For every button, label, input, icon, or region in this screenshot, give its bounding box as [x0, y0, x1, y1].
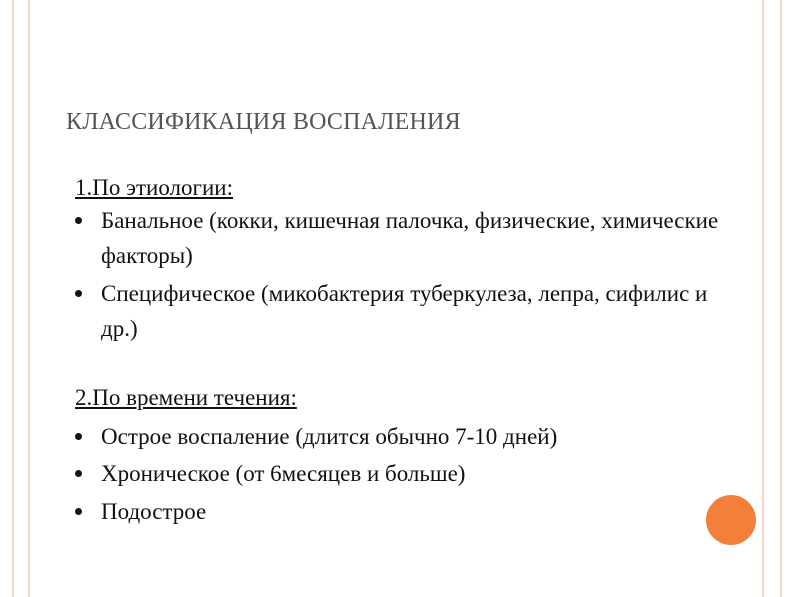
bullet-dot-icon	[75, 290, 82, 297]
section-heading-etiology: 1.По этиологии:	[75, 175, 233, 200]
slide-title: КЛАССИФИКАЦИЯ ВОСПАЛЕНИЯ	[66, 109, 461, 135]
list-item	[75, 494, 725, 529]
list-item-text: Хроническое (от 6месяцев и больше)	[101, 461, 466, 486]
section-heading-duration: 2.По времени течения:	[75, 385, 297, 410]
list-item-text: Банальное (кокки, кишечная палочка, физические, химические факторы)	[101, 208, 719, 268]
bullet-dot-icon	[75, 470, 82, 477]
list-item	[75, 203, 725, 273]
left-decorative-frame	[12, 0, 30, 597]
right-decorative-frame	[762, 0, 782, 597]
list-item	[75, 276, 725, 346]
bullet-dot-icon	[75, 217, 82, 224]
bullet-dot-icon	[75, 433, 82, 440]
bullet-dot-icon	[75, 508, 82, 515]
list-item	[75, 419, 725, 454]
list-item-text: Острое воспаление (длится обычно 7-10 дней)	[101, 424, 558, 449]
list-item-text: Специфическое (микобактерия туберкулеза, лепра, сифилис и др.)	[101, 281, 708, 341]
decorative-circle	[706, 495, 756, 545]
list-item-text: Подострое	[101, 499, 207, 524]
list-item	[75, 456, 725, 491]
